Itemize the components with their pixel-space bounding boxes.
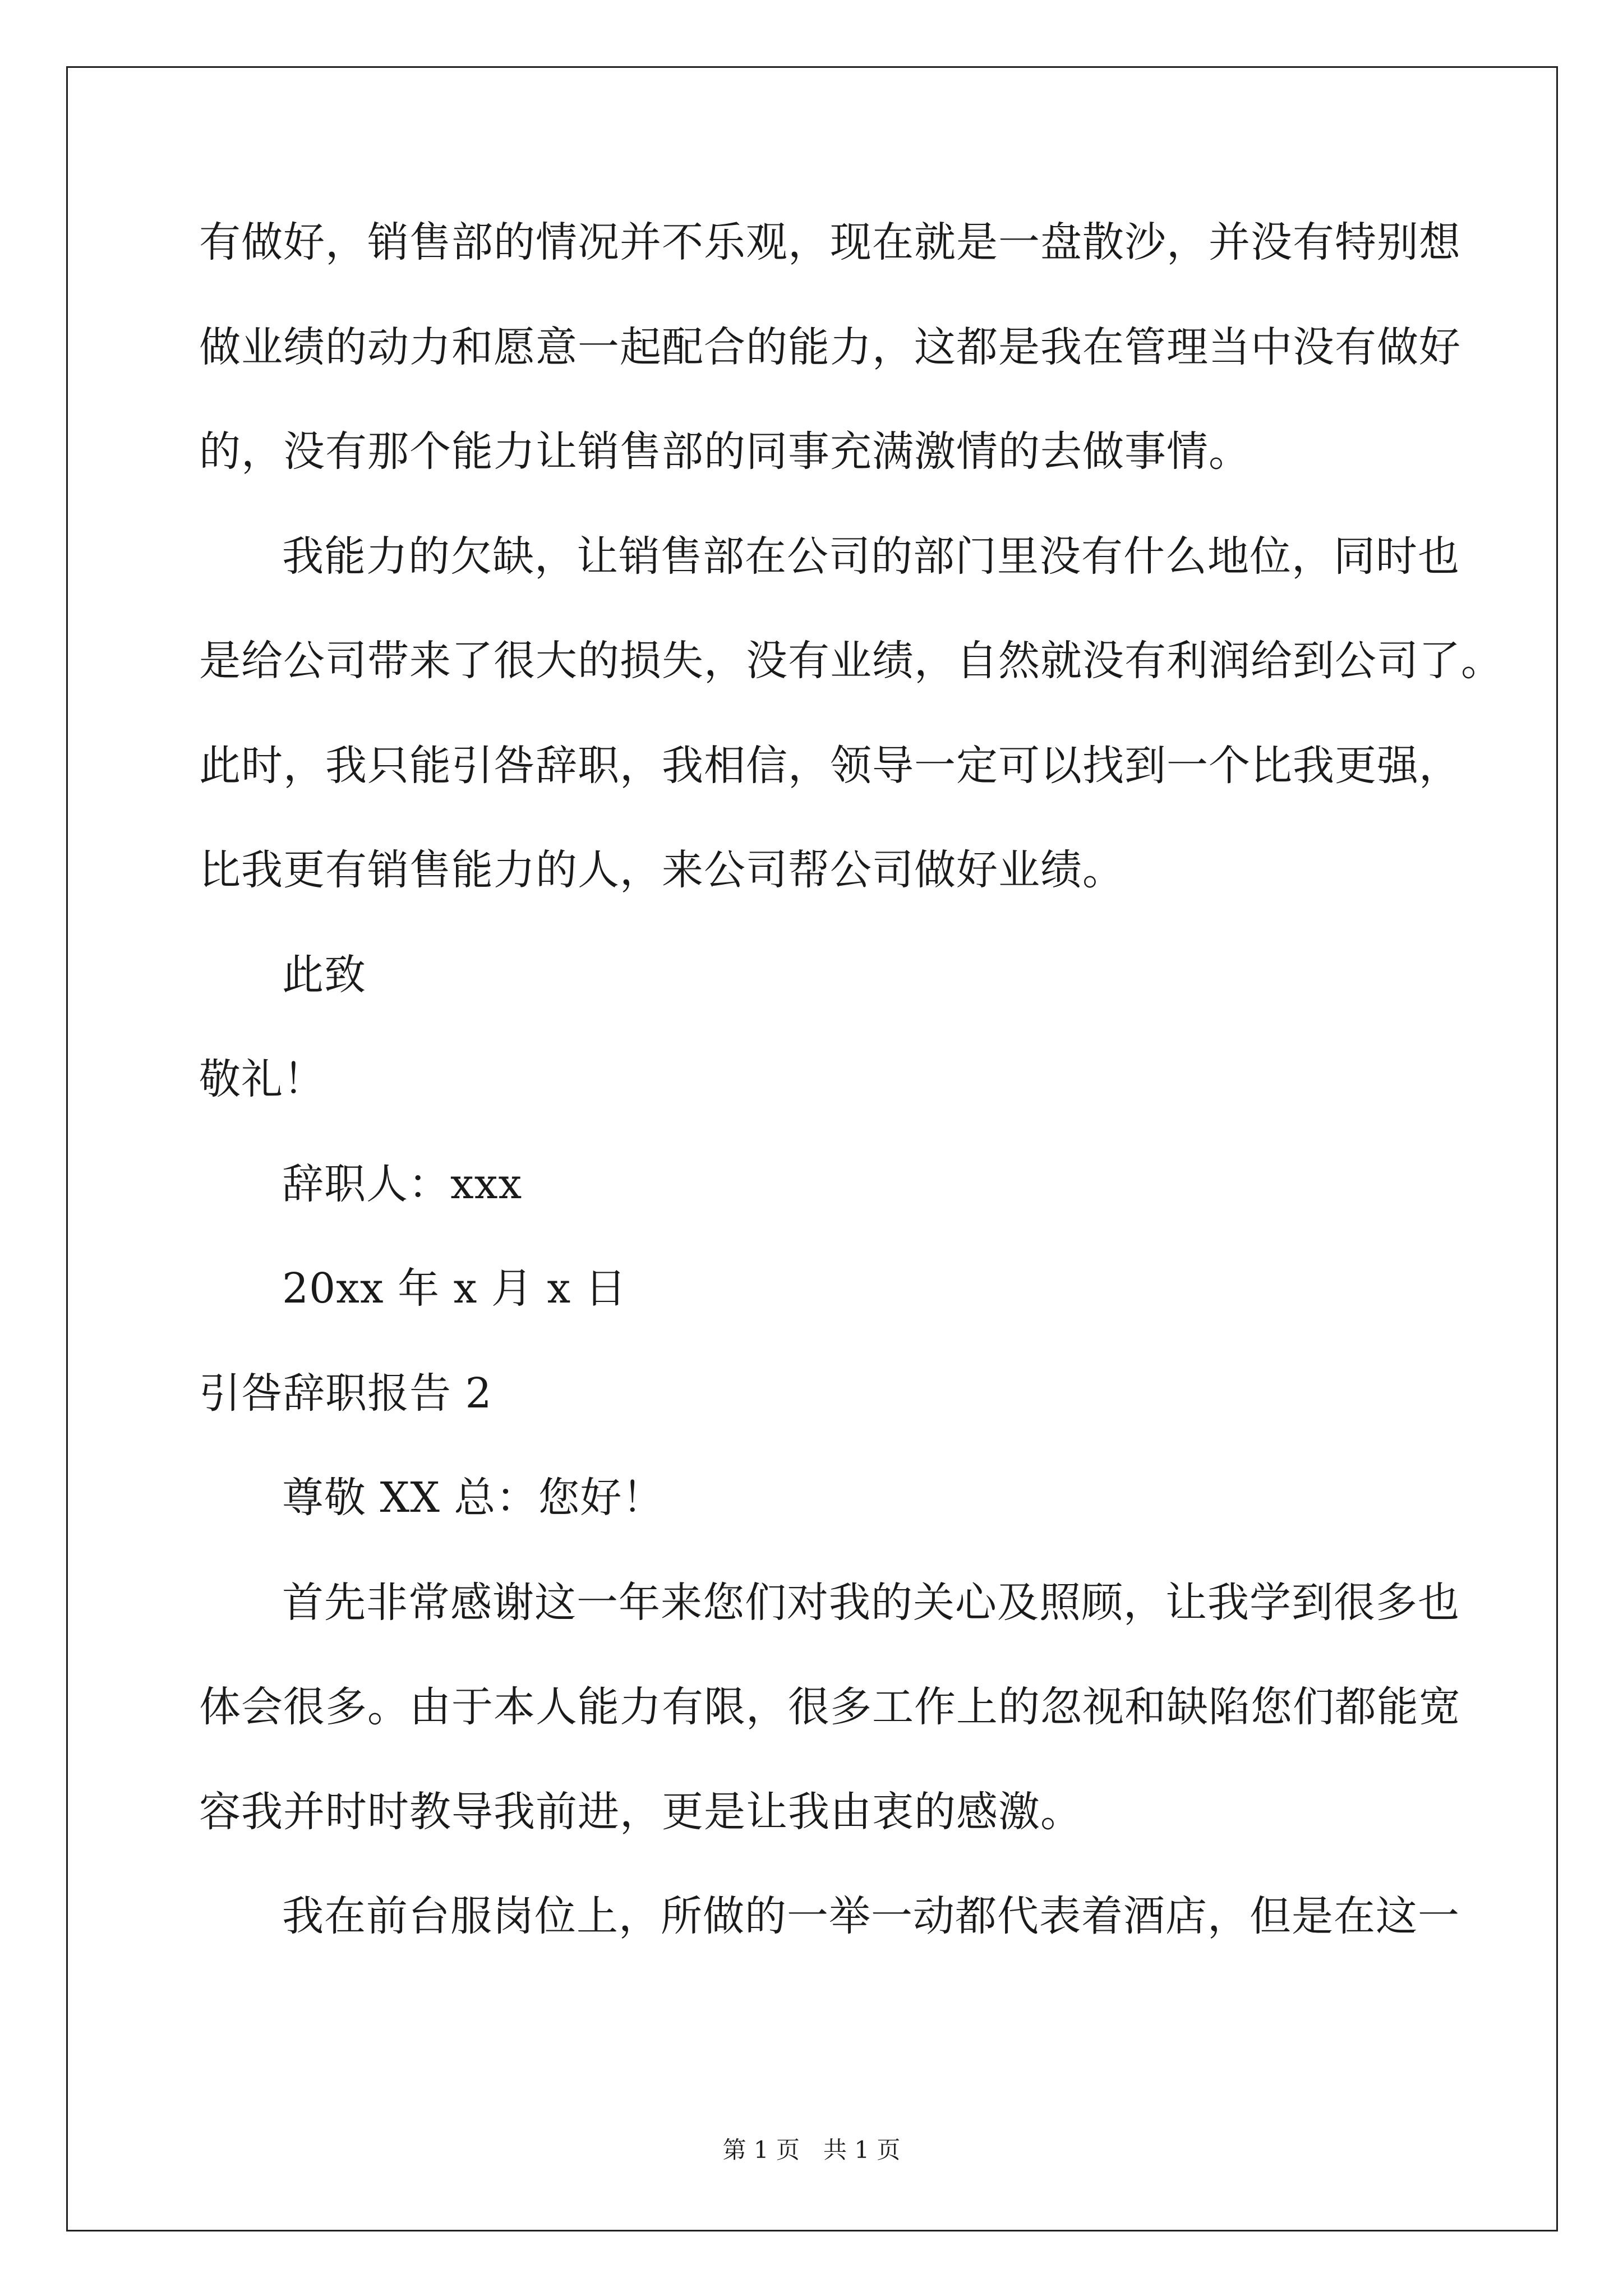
- section-heading: 引咎辞职报告 2: [199, 1369, 492, 1418]
- text-line: 我在前台服岗位上，所做的一举一动都代表着酒店，但是在这一: [282, 1892, 1460, 1940]
- text-line: 的，没有那个能力让销售部的同事充满激情的去做事情。: [199, 427, 1251, 476]
- page-footer: 第 1 页 共 1 页: [722, 2136, 901, 2164]
- document-body: [199, 218, 1503, 2000]
- text-line: 我能力的欠缺，让销售部在公司的部门里没有什么地位，同时也: [282, 532, 1460, 581]
- text-line: 比我更有销售能力的人，来公司帮公司做好业绩。: [199, 846, 1124, 894]
- text-line: 容我并时时教导我前进，更是让我由衷的感激。: [199, 1787, 1082, 1836]
- signatory: 辞职人：xxx: [282, 1159, 523, 1208]
- text-line: 做业绩的动力和愿意一起配合的能力，这都是我在管理当中没有做好: [199, 323, 1461, 371]
- text-line: 首先非常感谢这一年来您们对我的关心及照顾，让我学到很多也: [282, 1578, 1460, 1627]
- text-line: 是给公司带来了很大的损失，没有业绩，自然就没有利润给到公司了。: [199, 637, 1503, 685]
- text-line: 体会很多。由于本人能力有限，很多工作上的忽视和缺陷您们都能宽: [199, 1683, 1461, 1731]
- date-line: 20xx 年 x 月 x 日: [282, 1264, 627, 1313]
- closing-salutation: 此致: [282, 950, 366, 999]
- text-line: 有做好，销售部的情况并不乐观，现在就是一盘散沙，并没有特别想: [199, 218, 1461, 266]
- greeting: 尊敬 XX 总：您好！: [282, 1474, 665, 1522]
- closing-regards: 敬礼！: [199, 1055, 325, 1103]
- text-line: 此时，我只能引咎辞职，我相信，领导一定可以找到一个比我更强，: [199, 741, 1461, 790]
